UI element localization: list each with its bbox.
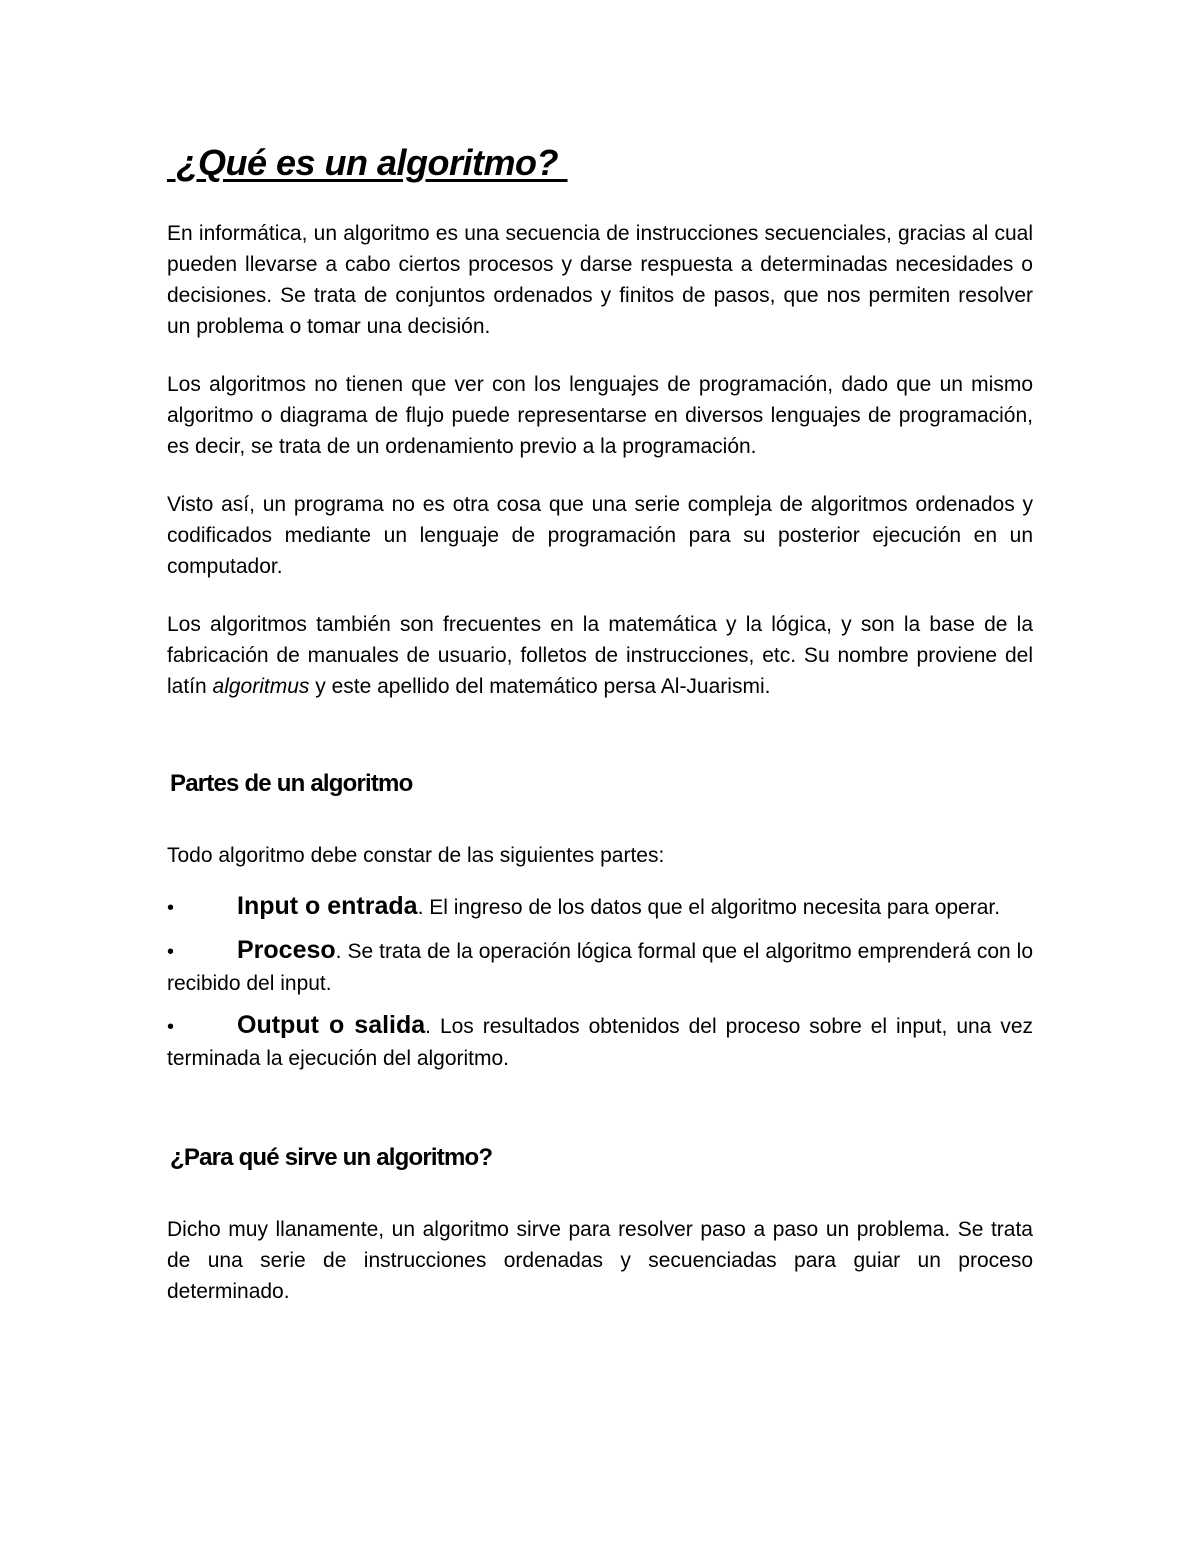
list-item: [167, 1010, 1033, 1074]
list-item-term: Input o entrada: [237, 892, 418, 920]
list-item-text: . Los resultados obtenidos del proceso sobre el input, una vez terminada la ejecución del algoritmo.: [167, 1015, 1033, 1070]
paragraph-purpose: Dicho muy llanamente, un algoritmo sirve para resolver paso a paso un problema. Se trata de una serie de instrucciones ordenadas y secuenciadas para guiar un proceso determinado.: [167, 1218, 1033, 1303]
list-item-term: Proceso: [237, 936, 336, 964]
paragraph-origin: [167, 609, 1033, 702]
list-item-term: Output o salida: [237, 1011, 426, 1039]
latin-term: algoritmus: [212, 675, 310, 698]
parts-intro: Todo algoritmo debe constar de las siguientes partes:: [167, 844, 665, 867]
paragraph-origin-text-end: y este apellido del matemático persa Al-Juarismi.: [309, 675, 771, 698]
section-heading-purpose: ¿Para qué sirve un algoritmo?: [170, 1144, 493, 1171]
list-item-text: . El ingreso de los datos que el algoritmo necesita para operar.: [417, 896, 1001, 919]
document-body: [167, 140, 1033, 1307]
paragraph-program: Visto así, un programa no es otra cosa que una serie compleja de algoritmos ordenados y codificados mediante un lenguaje de programación para su posterior ejecución en un computador.: [167, 493, 1033, 578]
paragraph-languages: Los algoritmos no tienen que ver con los lenguajes de programación, dado que un mismo algoritmo o diagrama de flujo puede representarse en diversos lenguajes de programación, es decir, se trata de un ordenamiento previo a la programación.: [167, 373, 1033, 458]
list-item: [167, 935, 1033, 999]
bullet-icon: •: [167, 1016, 175, 1038]
list-item: [167, 891, 1033, 924]
page-title: ¿Qué es un algoritmo?: [167, 142, 568, 183]
paragraph-origin-text: Los algoritmos también son frecuentes en la matemática y la lógica, y son la base de la fabricación de manuales de usuario, folletos de instrucciones, etc. Su nombre proviene del latín: [167, 613, 1033, 698]
paragraph-definition: En informática, un algoritmo es una secuencia de instrucciones secuenciales, gracias al cual pueden llevarse a cabo ciertos procesos y darse respuesta a determinadas necesidades o decisiones. Se trata de conjuntos ordenados y finitos de pasos, que nos permiten resolver un problema o tomar una decisión.: [167, 222, 1033, 338]
section-heading-parts: Partes de un algoritmo: [170, 770, 413, 797]
bullet-icon: •: [167, 941, 175, 963]
list-item-text: . Se trata de la operación lógica formal que el algoritmo emprenderá con lo recibido del input.: [167, 940, 1033, 995]
bullet-icon: •: [167, 897, 175, 919]
